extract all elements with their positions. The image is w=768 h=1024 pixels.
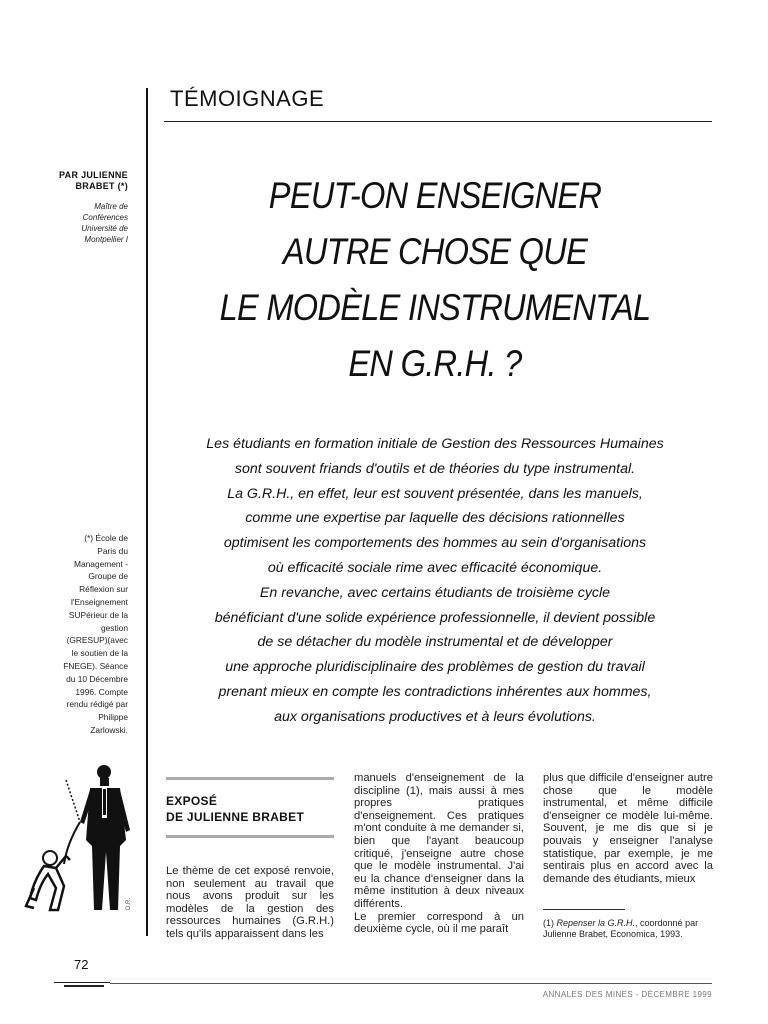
title-line: EN G.R.H. ? <box>348 343 522 384</box>
author-affiliation <box>40 201 128 245</box>
header-rule <box>164 121 712 122</box>
author-byline <box>40 170 128 192</box>
box-rule-bottom <box>166 835 334 838</box>
footnote-line: Philippe <box>98 712 128 723</box>
footnote-line: 1996. Compte <box>75 686 128 697</box>
illustration-credit: D.R. <box>126 898 132 910</box>
intro-line: comme une expertise par laquelle des décisions rationnelles <box>245 510 625 527</box>
article-title <box>170 168 700 392</box>
affiliation-line: Conférences <box>82 213 128 222</box>
footnote-line: Groupe de <box>88 571 128 582</box>
title-line: PEUT-ON ENSEIGNER <box>268 175 602 216</box>
footnote-rule <box>543 909 625 910</box>
footnote-line: (*) École de <box>84 533 128 543</box>
section-heading <box>166 793 304 825</box>
column-1 <box>166 865 334 941</box>
footnote-book-title: Repenser la G.R.H. <box>556 918 636 928</box>
affiliation-line: Montpellier I <box>84 235 128 244</box>
paragraph: manuels d'enseignement de la discipline (1), mais aussi à mes propres pratiques d'enseignement. Ces pratiques m'ont conduite à me demander si, bien que l'ayant beaucoup critiqué, j'enseigne autre chose que le modèle instrumental. J'ai eu la chance d'enseigner dans la même institution à deux niveaux différents. <box>354 772 524 910</box>
footnote-line: l'Enseignement <box>70 596 128 607</box>
column-2 <box>354 772 524 936</box>
footnote-line: du 10 Décembre <box>66 673 128 684</box>
affiliation-line: Maître de <box>94 202 128 211</box>
footnote-ref: (1) <box>543 918 557 928</box>
footnote-line: SUPérieur de la <box>68 609 128 620</box>
intro-line: Les étudiants en formation initiale de Gestion des Ressources Humaines <box>206 436 664 452</box>
footnote-line: le soutien de la <box>71 648 128 659</box>
intro-line: sont souvent friands d'outils et de théories du type instrumental. <box>234 460 636 477</box>
footnote-line: Paris du <box>97 545 128 556</box>
title-line: LE MODÈLE INSTRUMENTAL <box>219 287 651 328</box>
intro-line: une approche pluridisciplinaire des problèmes de gestion du travail <box>225 659 645 676</box>
author-line: BRABET (*) <box>75 181 128 191</box>
box-rule-top <box>166 777 334 780</box>
page-number-rule <box>54 982 110 983</box>
footnote-rest: , coordonné par Julienne Brabet, Economica, 1993. <box>543 918 699 939</box>
illustration-figures <box>20 760 140 916</box>
footer-rule <box>110 983 712 984</box>
footnote-line: Zarlowski. <box>90 724 128 735</box>
column-3 <box>543 772 713 885</box>
sidebar-footnote <box>40 532 128 737</box>
title-line: AUTRE CHOSE QUE <box>282 231 588 272</box>
author-line: PAR JULIENNE <box>59 170 128 180</box>
footnote-line: (GRESUP)(avec <box>66 635 128 646</box>
intro-line: aux organisations productives et à leurs évolutions. <box>274 708 596 725</box>
footnote-line: Réflexion sur <box>79 584 128 595</box>
footnote-line: gestion <box>100 622 128 633</box>
heading-line: DE JULIENNE BRABET <box>166 810 305 824</box>
journal-footer: ANNALES DES MINES - DÉCEMBRE 1999 <box>542 990 712 999</box>
paragraph: plus que difficile d'enseigner autre chose que le modèle instrumental, et même difficile d'enseigner ce modèle lui-même. Souvent, je me dis que si je pouvais y enseigner l'analyse statistique, par exemple, je me sentirais plus en accord avec la demande des étudiants, mieux <box>543 772 713 885</box>
intro-line: En revanche, avec certains étudiants de troisième cycle <box>259 584 611 601</box>
page-number-rule-thick <box>64 985 104 987</box>
footnote <box>543 918 715 940</box>
footnote-line: Management - <box>74 558 128 569</box>
left-vertical-rule <box>146 88 148 936</box>
intro-line: optimisent les comportements des hommes au sein d'organisations <box>223 535 647 552</box>
affiliation-line: Université de <box>81 224 128 233</box>
intro-line: La G.R.H., en effet, leur est souvent présentée, dans les manuels, <box>227 485 643 502</box>
section-label: TÉMOIGNAGE <box>170 86 325 111</box>
article-intro <box>170 432 700 730</box>
heading-line: EXPOSÉ <box>166 794 218 808</box>
paragraph: Le thème de cet exposé renvoie, non seulement au travail que nous avons produit sur les modèles de la gestion des ressources humaines (G.R.H.) tels qu'ils apparaissent dans les <box>166 865 334 940</box>
footnote-line: FNEGE). Séance <box>63 660 128 671</box>
intro-line: bénéficiant d'une solide expérience professionnelle, il devient possible <box>214 609 656 626</box>
footnote-line: rendu rédigé par <box>66 699 128 710</box>
intro-line: prenant mieux en compte les contradictions inhérentes aux hommes, <box>218 683 652 700</box>
page-number: 72 <box>74 957 89 972</box>
intro-line: où efficacité sociale rime avec efficacité économique. <box>267 559 603 576</box>
intro-line: de se détacher du modèle instrumental et de développer <box>257 634 613 651</box>
paragraph: Le premier correspond à un deuxième cycle, où il me paraît <box>354 910 524 936</box>
